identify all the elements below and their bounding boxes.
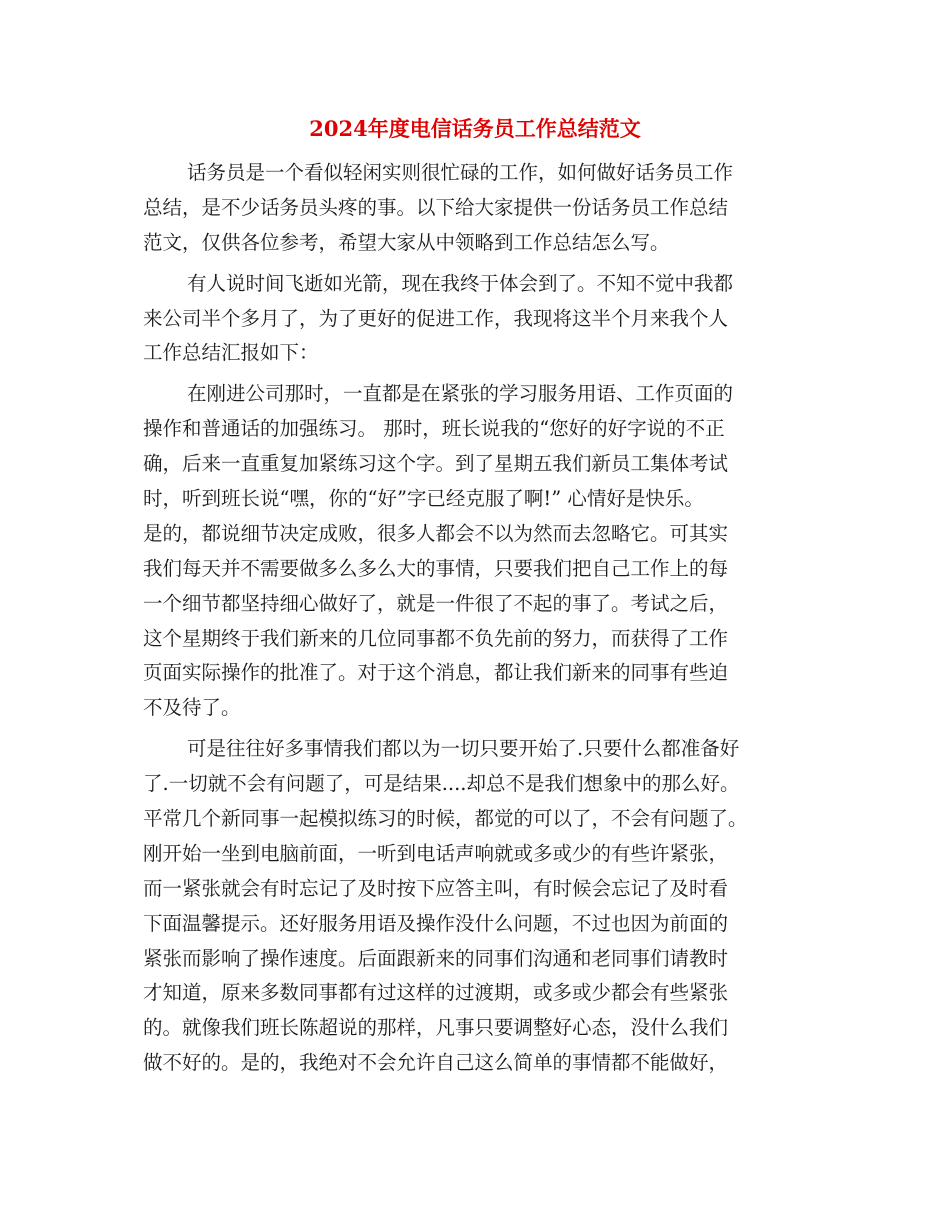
text-line: 总结，是不少话务员头疼的事。以下给大家提供一份话务员工作总结 (143, 195, 729, 219)
text-line: 操作和普通话的加强练习。 那时，班长说我的“您好的好字说的不正 (143, 417, 725, 441)
text-line: 的。就像我们班长陈超说的那样，凡事只要调整好心态，没什么我们 (143, 1016, 729, 1040)
text-line: 时，听到班长说“嘿，你的“好”字已经克服了啊!” 心情好是快乐。 (143, 487, 704, 511)
text-line: 了.一切就不会有问题了，可是结果....却总不是我们想象中的那么好。 (143, 772, 740, 796)
text-line: 页面实际操作的批准了。对于这个消息，都让我们新来的同事有些迫 (143, 661, 729, 685)
text-line: 才知道，原来多数同事都有过这样的过渡期，或多或少都会有些紧张 (143, 981, 729, 1005)
text-line: 来公司半个多月了，为了更好的促进工作，我现将这半个月来我个人 (143, 306, 729, 330)
text-line: 在刚进公司那时，一直都是在紧张的学习服务用语、工作页面的 (187, 382, 734, 406)
text-line: 我们每天并不需要做多么多么大的事情，只要我们把自己工作上的每 (143, 556, 729, 580)
paragraph-time-flies (143, 267, 808, 372)
text-line: 话务员是一个看似轻闲实则很忙碌的工作，如何做好话务员工作 (187, 161, 734, 184)
text-line: 做不好的。是的，我绝对不会允许自己这么简单的事情都不能做好， (143, 1051, 729, 1075)
document-title: 2024年度电信话务员工作总结范文 (309, 116, 641, 141)
text-line: 有人说时间飞逝如光箭，现在我终于体会到了。不知不觉中我都 (187, 271, 734, 295)
text-line: 工作总结汇报如下： (143, 341, 319, 365)
paragraph-first-days (143, 377, 808, 726)
text-line: 一个细节都坚持细心做好了，就是一件很了不起的事了。考试之后， (143, 591, 729, 615)
text-line: 刚开始一坐到电脑前面，一听到电话声响就或多或少的有些许紧张， (143, 841, 729, 865)
text-line: 紧张而影响了操作速度。后面跟新来的同事们沟通和老同事们请教时 (143, 946, 729, 970)
paragraph-intro (143, 156, 808, 261)
text-line: 而一紧张就会有时忘记了及时按下应答主叫，有时候会忘记了及时看 (143, 876, 729, 900)
text-line: 范文，仅供各位参考，希望大家从中领略到工作总结怎么写。 (143, 230, 670, 254)
text-line: 不及待了。 (143, 696, 241, 720)
paragraph-challenges (143, 732, 808, 1081)
text-line: 是的，都说细节决定成败，很多人都会不以为然而去忽略它。可其实 (143, 521, 729, 545)
document-body (143, 156, 808, 1087)
text-line: 平常几个新同事一起模拟练习的时候，都觉的可以了，不会有问题了。 (143, 807, 748, 831)
text-line: 确，后来一直重复加紧练习这个字。到了星期五我们新员工集体考试 (143, 452, 729, 476)
text-line: 这个星期终于我们新来的几位同事都不负先前的努力，而获得了工作 (143, 626, 729, 650)
text-line: 可是往往好多事情我们都以为一切只要开始了.只要什么都准备好 (187, 737, 740, 761)
text-line: 下面温馨提示。还好服务用语及操作没什么问题，不过也因为前面的 (143, 911, 729, 935)
